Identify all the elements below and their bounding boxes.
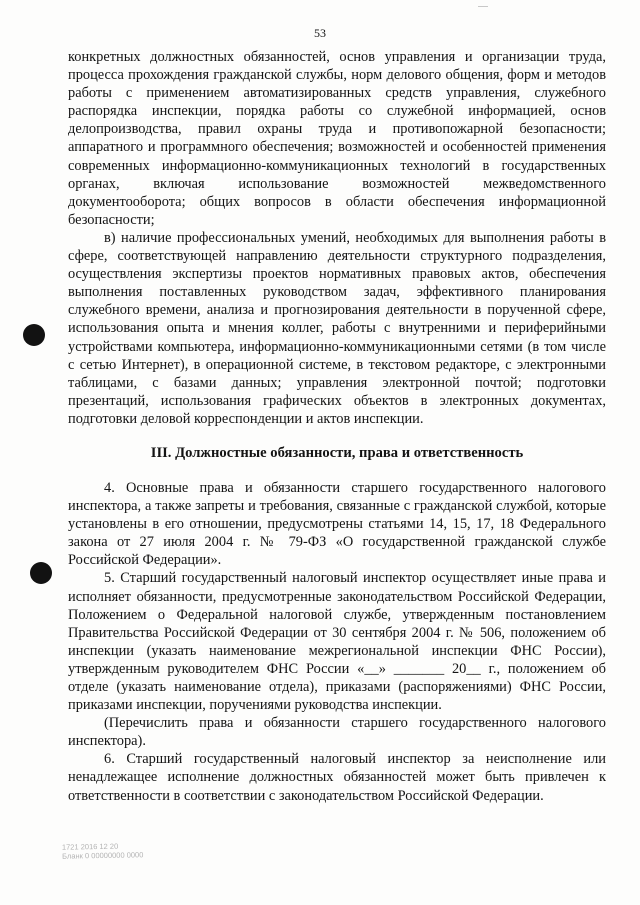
punch-hole-bottom bbox=[30, 562, 52, 584]
footer-stamp-line-1: 1721 2016 12 20 bbox=[61, 841, 119, 852]
section-heading: III. Должностные обязанности, права и ответственность bbox=[150, 444, 524, 461]
footer-stamp-line-2: Бланк 0 00000000 0000 bbox=[62, 850, 144, 861]
paragraph-clause-4: 4. Основные права и обязанности старшего государственного налогового инспектора, а также запреты и требования, связанные с гражданской службой, которые установлены в его отношении, предусмотрены статьями 14, 15, 17, 18 Федерального закона от 27 июля 2004 г. № 79-ФЗ «О государственной гражданской службе Российской Федерации». bbox=[68, 479, 606, 569]
scan-edge-mark bbox=[478, 6, 488, 7]
footer-stamp bbox=[62, 841, 144, 860]
paragraph-clause-6: 6. Старший государственный налоговый инспектор за неисполнение или ненадлежащее исполнение должностных обязанностей может быть привлечен к ответственности в соответствии с законодательством Российской Федерации. bbox=[68, 751, 606, 804]
paragraph-continuation: конкретных должностных обязанностей, основ управления и организации труда, процесса прохождения гражданской службы, норм делового общения, форм и методов работы с применением автоматизированных средств управления, служебного распорядка инспекции, порядка работы со служебной информацией, основ делопроизводства, правил охраны труда и противопожарной безопасности; аппаратного и программного обеспечения; возможностей и особенностей применения современных информационно-коммуникационных технологий в государственных органах, включая использование возможностей межведомственного документооборота; общих вопросов в области обеспечения информационной безопасности; bbox=[68, 49, 606, 228]
paragraph-clause-5: 5. Старший государственный налоговый инспектор осуществляет иные права и исполняет обязанности, предусмотренные законодательством Российской Федерации, Положением о Федеральной налоговой службе, утвержденным постановлением Правительства Российской Федерации от 30 сентября 2004 г. № 506, положением об инспекции (указать наименование межрегиональной инспекции ФНС России), утвержденным руководителем ФНС России «__» _______ 20__ г., положением об отделе (указать наименование отдела), приказами (распоряжениями) ФНС России, приказами инспекции, поручениями руководства инспекции. bbox=[68, 570, 606, 714]
paragraph-item-v: в) наличие профессиональных умений, необходимых для выполнения работы в сфере, соответствующей направлению деятельности структурного подразделения, осуществления экспертизы проектов нормативных правовых актов, обеспечения выполнения поставленных руководством задач, эффективного планирования служебного времени, анализа и прогнозирования деятельности в порученной сфере, использования опыта и мнения коллег, работы с внутренними и периферийными устройствами компьютера, информационно-коммуникационными сетями (в том числе с сетью Интернет), в операционной системе, в текстовом редакторе, с электронными таблицами, с базами данных; управления электронной почтой; подготовки презентаций, использования графических объектов в электронных документах, подготовки деловой корреспонденции и актов инспекции. bbox=[68, 229, 606, 427]
punch-hole-top bbox=[23, 324, 45, 346]
paragraph-clause-5-note: (Перечислить права и обязанности старшего государственного налогового инспектора). bbox=[68, 715, 606, 750]
page-number: 53 bbox=[314, 26, 326, 40]
document-body bbox=[68, 48, 606, 805]
